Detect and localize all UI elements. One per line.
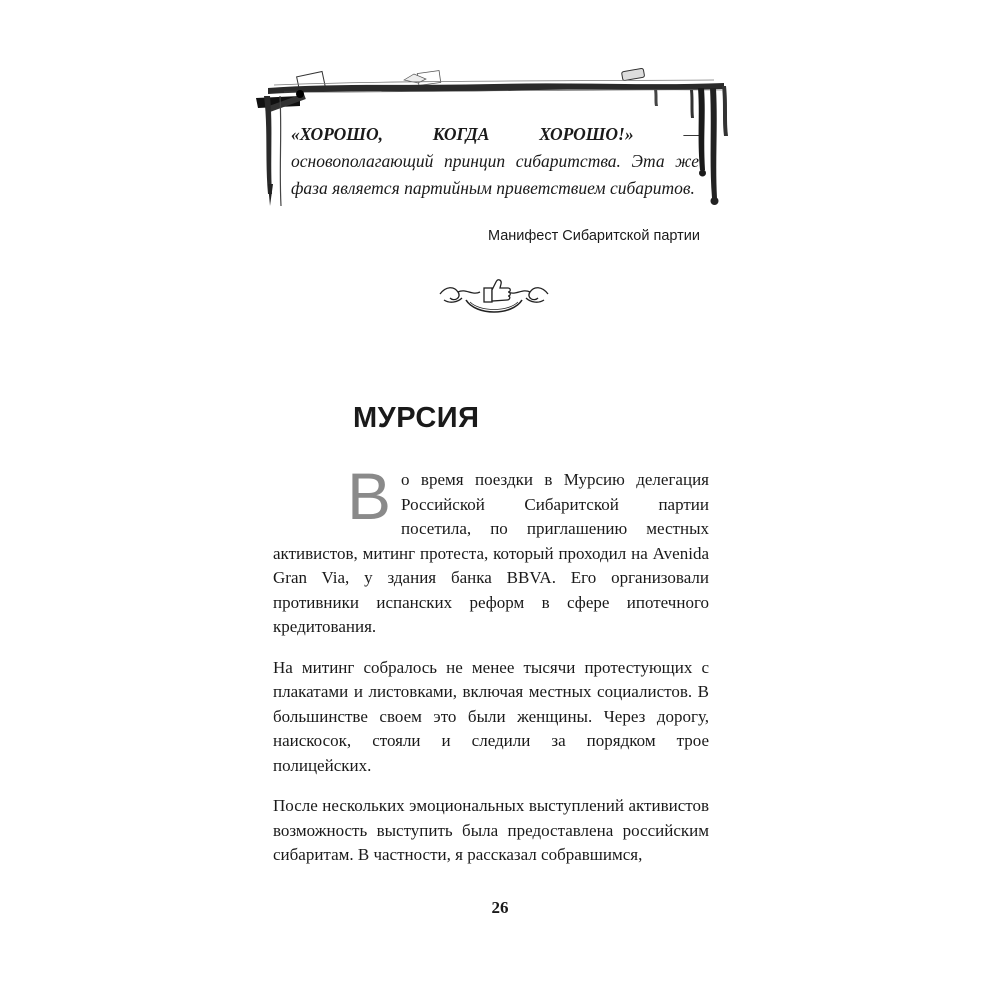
page-number: 26 xyxy=(491,898,509,917)
thumbs-up-flourish-icon xyxy=(436,274,552,318)
epigraph-quote: «ХОРОШО, КОГДА ХОРОШО!» xyxy=(291,124,634,144)
paragraph-2: На митинг собралось не менее тысячи протестующих с плакатами и листовками, включая местных социалистов. В большинстве своем это были женщины. Через дорогу, наискосок, стояли и следили за порядком трое полицейских. xyxy=(273,657,709,775)
paragraph-1 xyxy=(273,459,709,640)
drop-cap: В xyxy=(347,459,392,533)
chapter-body xyxy=(273,459,709,884)
epigraph xyxy=(291,121,699,202)
paragraph-3: После нескольких эмоциональных выступлений активистов возможность выступить была предоставлена российским сибаритам. В частности, я рассказал собравшимся, xyxy=(273,796,709,864)
epigraph-text: — основополагающий принцип сибаритства. Эта же фаза является партийным приветствием сибаритов. xyxy=(291,124,700,198)
paragraph-1-text: о время поездки в Мурсию делегация Российской Сибаритской партии посетила, по приглашению местных активистов, митинг протеста, который проходил на Avenida Gran Via, у здания банка BBVA. Его организовали противники испанских реформ в сфере ипотечного кредитования. xyxy=(273,470,709,636)
epigraph-attribution: Манифест Сибаритской партии xyxy=(487,228,700,244)
chapter-title: МУРСИЯ xyxy=(353,402,480,434)
